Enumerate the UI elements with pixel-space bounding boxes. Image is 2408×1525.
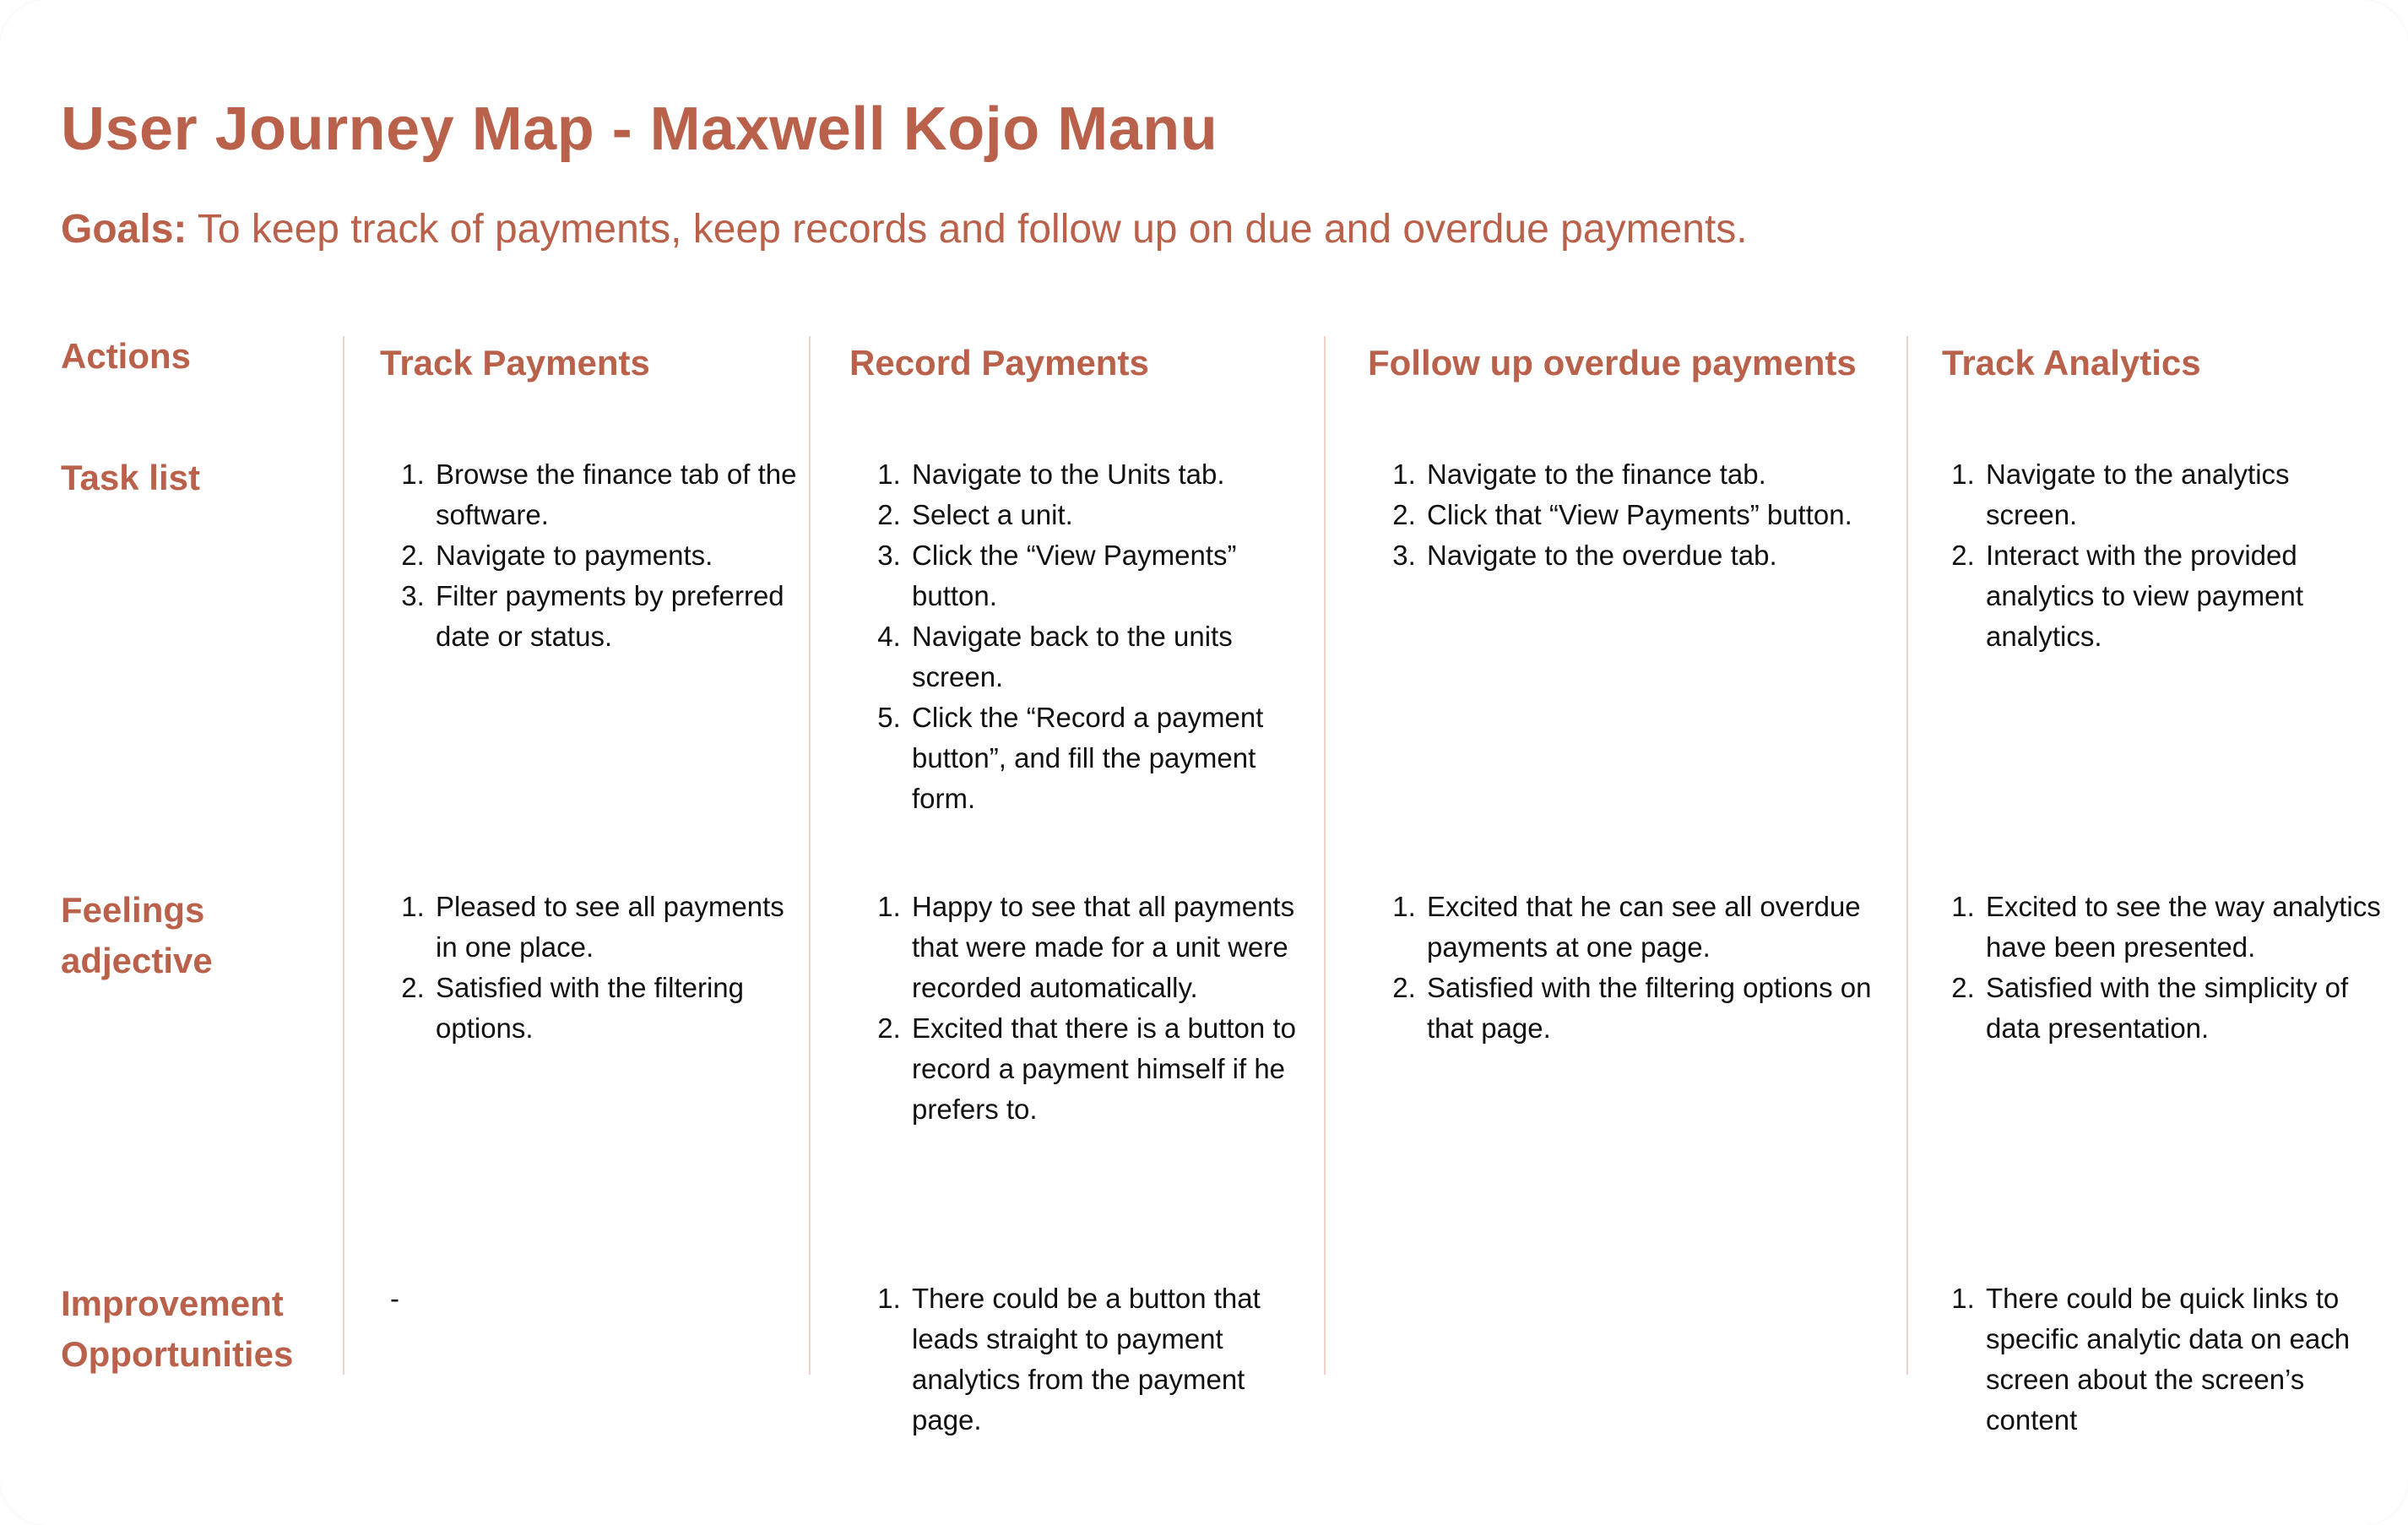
column-divider: [809, 336, 811, 1375]
list-item: 2. Select a unit.: [908, 495, 1307, 535]
list-item: 2. Interact with the provided analytics to view payment analytics.: [1982, 535, 2381, 657]
improvement-record-payments: [868, 1278, 1307, 1441]
row-label-actions: Actions: [61, 336, 192, 376]
column-divider: [1906, 336, 1908, 1375]
goals-statement: [61, 206, 1748, 252]
list-item: 1. There could be quick links to specific analytic data on each screen about the screen’s content: [1982, 1278, 2381, 1441]
row-label-feelings-line1: Feelings: [61, 890, 205, 930]
row-label-feelings: [61, 885, 213, 986]
list-item: 1. Navigate to the Units tab.: [908, 454, 1307, 495]
list-item: 5. Click the “Record a payment button”, and fill the payment form.: [908, 697, 1307, 819]
list-item: 3. Click the “View Payments” button.: [908, 535, 1307, 616]
feelings-track-analytics: [1942, 887, 2381, 1049]
page-title: User Journey Map - Maxwell Kojo Manu: [61, 95, 1218, 163]
column-heading-track-analytics: Track Analytics: [1942, 343, 2201, 383]
column-heading-record-payments: Record Payments: [849, 343, 1149, 383]
list-item: 1. Excited that he can see all overdue payments at one page.: [1424, 887, 1890, 968]
list-item: 1. Pleased to see all payments in one place.: [432, 887, 797, 968]
list-item: 2. Satisfied with the filtering options on that page.: [1424, 968, 1890, 1049]
list-item: 4. Navigate back to the units screen.: [908, 616, 1307, 697]
improvement-track-analytics: [1942, 1278, 2381, 1441]
row-label-improvement-line1: Improvement: [61, 1283, 284, 1323]
list-item: 1. Browse the finance tab of the software.: [432, 454, 797, 535]
row-label-improvement: [61, 1278, 293, 1380]
task-list-track-analytics: [1942, 454, 2381, 657]
list-item: 3. Filter payments by preferred date or status.: [432, 576, 797, 657]
feelings-record-payments: [868, 887, 1307, 1130]
feelings-follow-up-overdue: [1383, 887, 1890, 1049]
list-item: 1. Navigate to the analytics screen.: [1982, 454, 2381, 535]
row-label-task-list: Task list: [61, 458, 200, 497]
goals-text: To keep track of payments, keep records and follow up on due and overdue payments.: [187, 207, 1748, 252]
column-heading-follow-up-overdue: Follow up overdue payments: [1368, 343, 1857, 383]
improvement-track-payments: -: [390, 1283, 399, 1314]
list-item: 2. Satisfied with the filtering options.: [432, 968, 797, 1049]
list-item: 2. Navigate to payments.: [432, 535, 797, 576]
column-divider: [343, 336, 344, 1375]
task-list-record-payments: [868, 454, 1307, 819]
column-heading-track-payments: Track Payments: [380, 343, 650, 383]
list-item: 3. Navigate to the overdue tab.: [1424, 535, 1890, 576]
row-label-feelings-line2: adjective: [61, 941, 213, 980]
list-item: 2. Excited that there is a button to record a payment himself if he prefers to.: [908, 1008, 1307, 1130]
row-label-improvement-line2: Opportunities: [61, 1334, 294, 1374]
list-item: 1. There could be a button that leads straight to payment analytics from the payment page.: [908, 1278, 1307, 1441]
feelings-track-payments: [392, 887, 797, 1049]
task-list-follow-up-overdue: [1383, 454, 1890, 576]
list-item: 1. Happy to see that all payments that were made for a unit were recorded automatically.: [908, 887, 1307, 1008]
goals-label: Goals:: [61, 207, 187, 252]
list-item: 1. Excited to see the way analytics have been presented.: [1982, 887, 2381, 968]
list-item: 2. Click that “View Payments” button.: [1424, 495, 1890, 535]
task-list-track-payments: [392, 454, 797, 657]
list-item: 1. Navigate to the finance tab.: [1424, 454, 1890, 495]
column-divider: [1324, 336, 1326, 1375]
list-item: 2. Satisfied with the simplicity of data presentation.: [1982, 968, 2381, 1049]
